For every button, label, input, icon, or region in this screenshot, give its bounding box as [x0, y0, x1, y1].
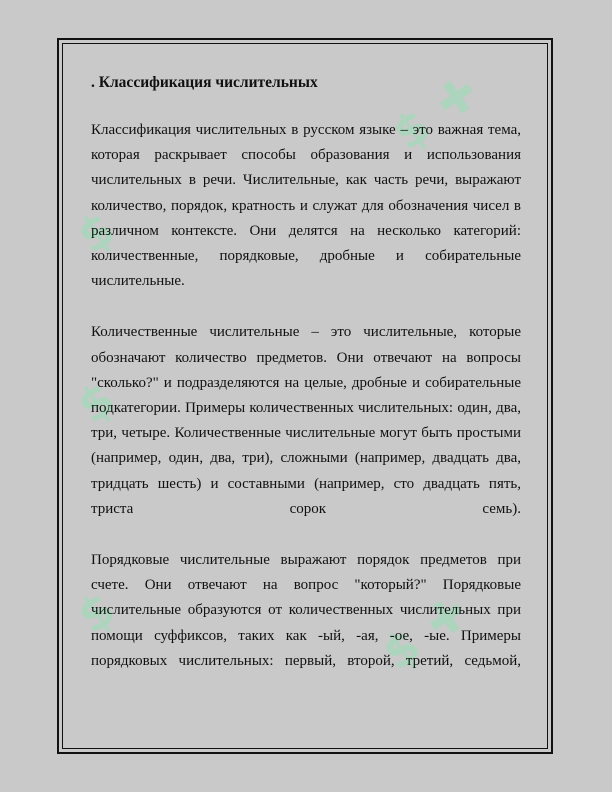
paragraph-intro: Классификация числительных в русском языке – это важная тема, которая раскрывает способы образования и использования числительных в речи. Числительные, как часть речи, выражают количество, порядок, кратность и служат для обозначения чисел в различном контексте. Они делятся на несколько категорий: количественные, порядковые, дробные и собирательные числительные. [91, 122, 521, 290]
watermark-mark: $ [67, 370, 127, 434]
section-heading: . Классификация числительных [91, 74, 318, 91]
watermark-mark: $ ✚ [372, 583, 480, 681]
document-content [91, 70, 521, 674]
watermark-mark: $ ✚ [382, 63, 490, 161]
paragraph-cardinal: Количественные числительные – это числительные, которые обозначают количество предметов. Они отвечают на вопросы "сколько?" и подразделяются на целые, дробные и собирательные подкатегории. Примеры количественных числительных: один, два, три, четыре. Количественные числительные могут быть простыми (например, один, два, три), сложными (например, двадцать два, тридцать шесть) и составными (например, сто двадцать пять, триста сорок семь). [91, 324, 521, 517]
watermark-mark: $ [67, 580, 127, 644]
watermark-mark: $ [67, 200, 127, 264]
paragraph-ordinal: Порядковые числительные выражают порядок предметов при счете. Они отвечают на вопрос "который?" Порядковые числительные образуются от количественных числительных при помощи суффиксов, таких как -ый, -ая, -ое, -ые. Примеры порядковых числительных: первый, второй, третий, седьмой, [91, 552, 521, 669]
